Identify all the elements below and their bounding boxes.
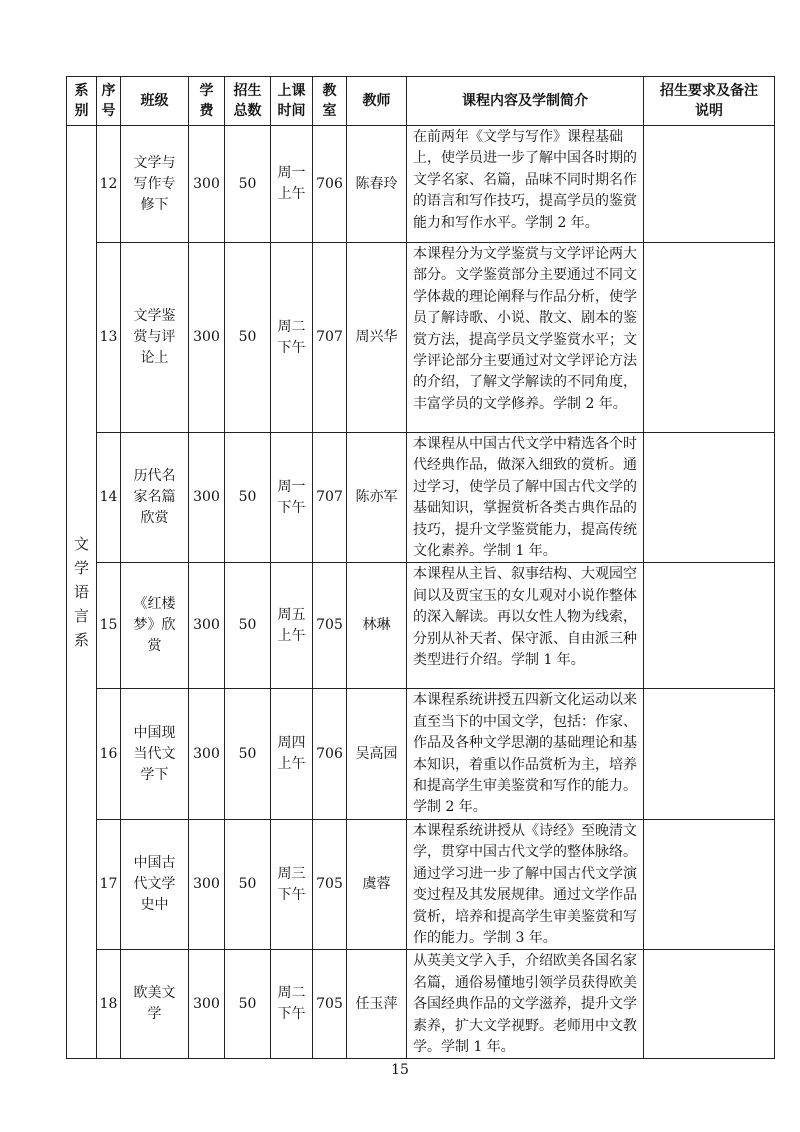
row-time: 周二下午 <box>271 950 313 1059</box>
header-fee: 学费 <box>189 77 225 126</box>
row-fee: 300 <box>189 433 225 563</box>
row-time: 周四上午 <box>271 689 313 819</box>
row-remarks <box>644 819 775 949</box>
row-room: 707 <box>313 433 347 563</box>
row-content: 本课程从中国古代文学中精选各个时代经典作品，做深入细致的赏析。通过学习，使学员了解中国古代文学的基础知识，掌握赏析各类古典作品的技巧，提升文学鉴赏能力，提高传统文化素养。学制 1 年。 <box>407 433 644 563</box>
row-num: 14 <box>97 433 121 563</box>
row-num: 12 <box>97 126 121 243</box>
row-class: 历代名家名篇欣赏 <box>121 433 189 563</box>
row-remarks <box>644 563 775 689</box>
header-teacher: 教师 <box>347 77 407 126</box>
row-num: 15 <box>97 563 121 689</box>
row-class: 中国现当代文学下 <box>121 689 189 819</box>
table-row <box>67 950 775 1059</box>
row-teacher: 陈春玲 <box>347 126 407 243</box>
row-content: 本课程从主旨、叙事结构、大观园空间以及贾宝玉的女儿观对小说作整体的深入解读。再以女性人物为线索，分别从补天者、保守派、自由派三种类型进行介绍。学制 1 年。 <box>407 563 644 689</box>
table-row <box>67 819 775 949</box>
row-teacher: 林琳 <box>347 563 407 689</box>
row-time: 周一下午 <box>271 433 313 563</box>
row-fee: 300 <box>189 819 225 949</box>
row-room: 705 <box>313 563 347 689</box>
row-quota: 50 <box>225 126 271 243</box>
header-remarks: 招生要求及备注说明 <box>644 77 775 126</box>
row-teacher: 陈亦军 <box>347 433 407 563</box>
table-row <box>67 689 775 819</box>
table-row <box>67 243 775 433</box>
row-teacher: 任玉萍 <box>347 950 407 1059</box>
row-remarks <box>644 689 775 819</box>
row-quota: 50 <box>225 563 271 689</box>
row-fee: 300 <box>189 950 225 1059</box>
row-time: 周五上午 <box>271 563 313 689</box>
header-row <box>67 77 775 126</box>
row-class: 欧美文学 <box>121 950 189 1059</box>
header-room: 教室 <box>313 77 347 126</box>
header-num: 序号 <box>97 77 121 126</box>
row-quota: 50 <box>225 689 271 819</box>
row-time: 周一上午 <box>271 126 313 243</box>
row-room: 705 <box>313 950 347 1059</box>
row-time: 周三下午 <box>271 819 313 949</box>
row-quota: 50 <box>225 950 271 1059</box>
row-num: 18 <box>97 950 121 1059</box>
row-class: 《红楼梦》欣赏 <box>121 563 189 689</box>
row-num: 17 <box>97 819 121 949</box>
header-class: 班级 <box>121 77 189 126</box>
table-row <box>67 563 775 689</box>
row-teacher: 周兴华 <box>347 243 407 433</box>
row-fee: 300 <box>189 689 225 819</box>
row-quota: 50 <box>225 819 271 949</box>
row-class: 文学与写作专修下 <box>121 126 189 243</box>
header-time: 上课时间 <box>271 77 313 126</box>
row-quota: 50 <box>225 243 271 433</box>
row-fee: 300 <box>189 126 225 243</box>
row-remarks <box>644 433 775 563</box>
row-content: 在前两年《文学与写作》课程基础上，使学员进一步了解中国各时期的文学名家、名篇，品味不同时期名作的语言和写作技巧，提高学员的鉴赏能力和写作水平。学制 2 年。 <box>407 126 644 243</box>
row-num: 16 <box>97 689 121 819</box>
department-cell: 文学语言系 <box>67 126 97 1059</box>
table-row <box>67 433 775 563</box>
table-row <box>67 126 775 243</box>
row-fee: 300 <box>189 563 225 689</box>
row-quota: 50 <box>225 433 271 563</box>
row-content: 从英美文学入手，介绍欧美各国名家名篇，通俗易懂地引领学员获得欧美各国经典作品的文学滋养，提升文学素养，扩大文学视野。老师用中文教学。学制 1 年。 <box>407 950 644 1059</box>
row-time: 周二下午 <box>271 243 313 433</box>
row-remarks <box>644 126 775 243</box>
header-quota: 招生总数 <box>225 77 271 126</box>
row-room: 706 <box>313 126 347 243</box>
header-dept: 系别 <box>67 77 97 126</box>
row-class: 文学鉴赏与评论上 <box>121 243 189 433</box>
row-fee: 300 <box>189 243 225 433</box>
row-room: 707 <box>313 243 347 433</box>
row-content: 本课程分为文学鉴赏与文学评论两大部分。文学鉴赏部分主要通过不同文学体裁的理论阐释与作品分析，使学员了解诗歌、小说、散文、剧本的鉴赏方法，提高学员文学鉴赏水平；文学评论部分主要通过对文学评论方法的介绍，了解文学解读的不同角度，丰富学员的文学修养。学制 2 年。 <box>407 243 644 433</box>
row-teacher: 吴高园 <box>347 689 407 819</box>
row-room: 705 <box>313 819 347 949</box>
row-remarks <box>644 243 775 433</box>
course-table <box>66 76 775 1059</box>
row-content: 本课程系统讲授从《诗经》至晚清文学，贯穿中国古代文学的整体脉络。通过学习进一步了解中国古代文学演变过程及其发展规律。通过文学作品赏析，培养和提高学生审美鉴赏和写作的能力。学制 3 年。 <box>407 819 644 949</box>
row-teacher: 虞蓉 <box>347 819 407 949</box>
row-num: 13 <box>97 243 121 433</box>
row-content: 本课程系统讲授五四新文化运动以来直至当下的中国文学，包括：作家、作品及各种文学思潮的基础理论和基本知识，着重以作品赏析为主，培养和提高学生审美鉴赏和写作的能力。学制 2 年。 <box>407 689 644 819</box>
row-room: 706 <box>313 689 347 819</box>
header-content: 课程内容及学制简介 <box>407 77 644 126</box>
page-number: 15 <box>391 1062 409 1078</box>
row-class: 中国古代文学史中 <box>121 819 189 949</box>
row-remarks <box>644 950 775 1059</box>
